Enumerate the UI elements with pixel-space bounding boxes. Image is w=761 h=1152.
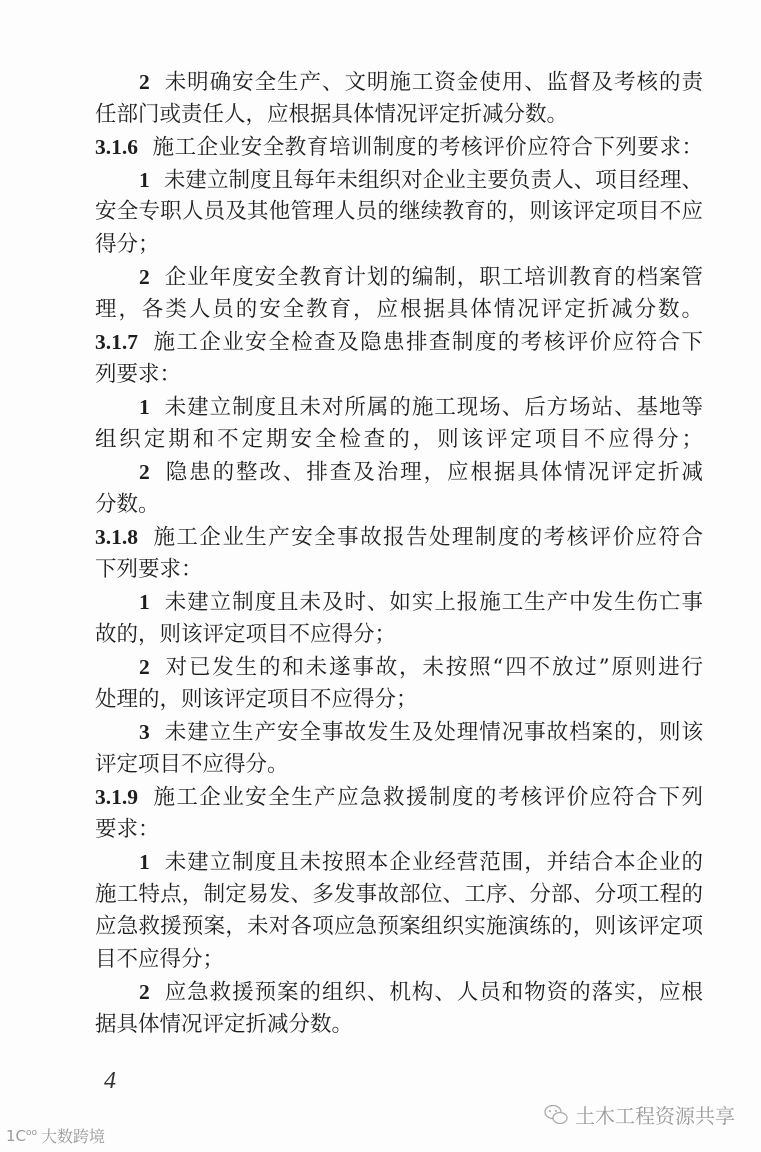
- clause-number: 3.1.6: [95, 135, 138, 159]
- clause-number: 2: [139, 980, 150, 1004]
- text-line: [95, 294, 703, 327]
- line-text: 理，各类人员的安全教育，应根据具体情况评定折减分数。: [95, 296, 703, 322]
- text-line: [95, 196, 703, 229]
- text-line: [95, 521, 703, 554]
- line-text: 企业年度安全教育计划的编制，职工培训教育的档案管: [163, 265, 703, 290]
- text-line: [95, 879, 703, 912]
- text-line: [95, 1009, 703, 1042]
- watermark-left-text: 大数跨境: [41, 1127, 106, 1146]
- wechat-icon: [543, 1103, 569, 1127]
- line-text: 对已发生的和未遂事故，未按照“四不放过”原则进行: [163, 655, 703, 680]
- text-line: [95, 99, 703, 132]
- clause-number: 3.1.9: [95, 785, 138, 809]
- line-text: 施工特点，制定易发、多发事故部位、工序、分部、分项工程的: [95, 881, 703, 907]
- text-line: [95, 131, 703, 164]
- line-text: 隐患的整改、排查及治理，应根据具体情况评定折减: [163, 460, 703, 485]
- line-text: 应急救援预案，未对各项应急预案组织实施演练的，则该评定项: [95, 914, 703, 939]
- line-text: 施工企业安全生产应急救援制度的考核评价应符合下列: [152, 785, 703, 810]
- wechat-watermark: [543, 1100, 735, 1129]
- text-line: [95, 456, 703, 489]
- clause-number: 2: [139, 70, 150, 94]
- line-text: 据具体情况评定折减分数。: [95, 1011, 354, 1037]
- text-line: [95, 66, 703, 99]
- clause-number: 3: [139, 720, 150, 744]
- body-text: [95, 66, 703, 1041]
- text-line: [95, 489, 703, 522]
- line-text: 未建立制度且每年未组织对企业主要负责人、项目经理、: [163, 167, 703, 193]
- text-line: [95, 651, 703, 684]
- clause-number: 1: [139, 395, 150, 419]
- line-text: 要求：: [95, 816, 160, 842]
- line-text: 未明确安全生产、文明施工资金使用、监督及考核的责: [163, 70, 703, 95]
- clause-number: 1: [139, 590, 150, 614]
- text-line: [95, 814, 703, 847]
- text-line: [95, 391, 703, 424]
- text-line: [95, 619, 703, 652]
- text-line: [95, 424, 703, 457]
- line-text: 未建立制度且未及时、如实上报施工生产中发生伤亡事: [163, 590, 703, 615]
- text-line: [95, 586, 703, 619]
- line-text: 得分；: [95, 231, 160, 257]
- line-text: 故的，则该评定项目不应得分；: [95, 621, 397, 647]
- clause-number: 2: [139, 460, 150, 484]
- text-line: [95, 164, 703, 197]
- text-line: [95, 911, 703, 944]
- line-text: 列要求：: [95, 361, 182, 387]
- line-text: 分数。: [95, 491, 160, 517]
- clause-number: 1: [139, 167, 150, 192]
- clause-number: 3.1.8: [95, 525, 138, 549]
- text-line: [95, 846, 703, 879]
- page-number: 4: [104, 1068, 116, 1094]
- clause-number: 2: [139, 265, 150, 289]
- text-line: [95, 716, 703, 749]
- clause-number: 2: [139, 655, 150, 679]
- text-line: [95, 749, 703, 782]
- text-line: [95, 944, 703, 977]
- line-text: 处理的，则该评定项目不应得分；: [95, 686, 418, 712]
- text-line: [95, 359, 703, 392]
- text-line: [95, 684, 703, 717]
- text-line: [95, 976, 703, 1009]
- line-text: 未建立生产安全事故发生及处理情况事故档案的，则该: [163, 720, 703, 745]
- clause-number: 3.1.7: [95, 330, 138, 354]
- line-text: 未建立制度且未按照本企业经营范围，并结合本企业的: [163, 850, 703, 875]
- line-text: 安全专职人员及其他管理人员的继续教育的，则该评定项目不应: [95, 199, 703, 224]
- text-line: [95, 229, 703, 262]
- line-text: 应急救援预案的组织、机构、人员和物资的落实，应根: [163, 980, 703, 1005]
- clause-number: 1: [139, 850, 150, 874]
- line-text: 组织定期和不定期安全检查的，则该评定项目不应得分；: [95, 426, 703, 452]
- line-text: 任部门或责任人，应根据具体情况评定折减分数。: [95, 101, 569, 127]
- text-line: [95, 326, 703, 359]
- line-text: 施工企业安全教育培训制度的考核评价应符合下列要求：: [152, 135, 703, 160]
- line-text: 未建立制度且未对所属的施工现场、后方场站、基地等: [163, 395, 703, 420]
- line-text: 评定项目不应得分。: [95, 751, 289, 777]
- text-line: [95, 554, 703, 587]
- line-text: 施工企业安全检查及隐患排查制度的考核评价应符合下: [152, 330, 703, 355]
- line-text: 目不应得分；: [95, 946, 225, 972]
- text-line: [95, 781, 703, 814]
- brand-logo-icon: $1C^{oo}$: [6, 1126, 38, 1145]
- line-text: 下列要求：: [95, 556, 203, 582]
- brand-watermark: [6, 1124, 105, 1147]
- line-text: 施工企业生产安全事故报告处理制度的考核评价应符合: [152, 525, 703, 550]
- watermark-right-text: 土木工程资源共享: [575, 1104, 735, 1128]
- text-line: [95, 261, 703, 294]
